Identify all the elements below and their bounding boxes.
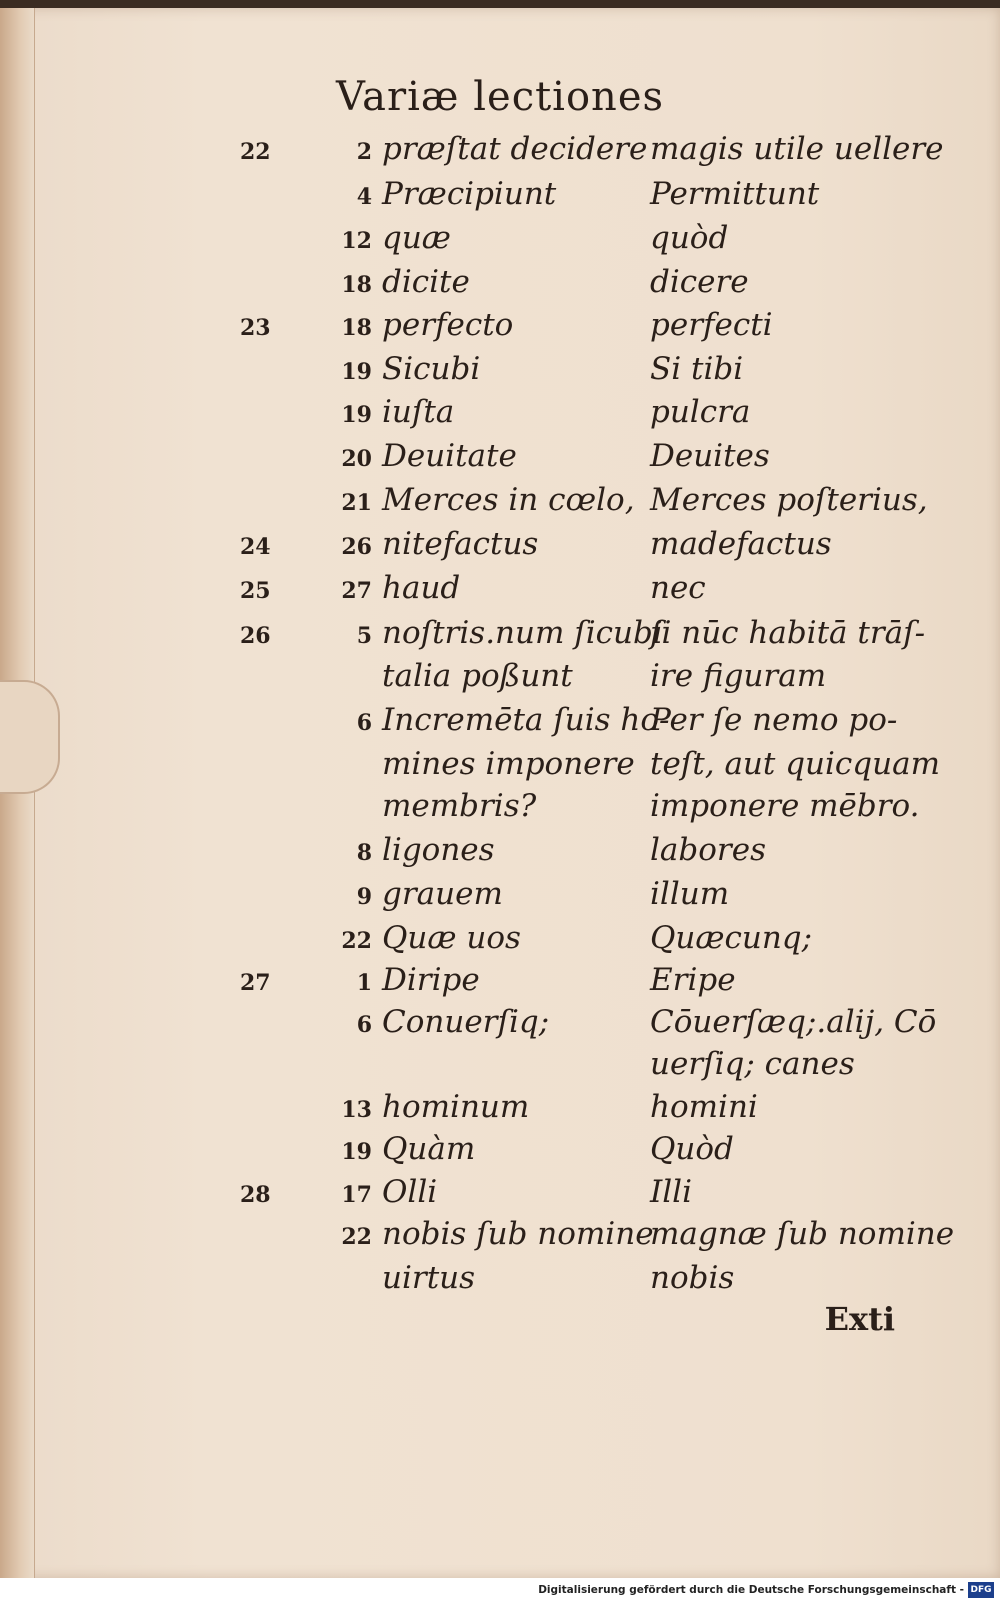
- reading-row: [0, 876, 1000, 920]
- original-reading: grauem: [382, 876, 503, 912]
- variant-reading: Cōuerſæq;.alij, Cō: [650, 1004, 937, 1040]
- variant-reading: Merces poſterius,: [650, 482, 928, 518]
- original-reading: talia poßunt: [382, 658, 573, 694]
- variant-reading: imponere mēbro.: [650, 788, 920, 824]
- page-heading: Variæ lectiones: [335, 74, 665, 120]
- original-reading: hominum: [382, 1089, 530, 1125]
- reading-row: [0, 746, 1000, 790]
- reading-row: [0, 526, 1000, 570]
- reading-row: [0, 394, 1000, 438]
- reading-row: [0, 615, 1000, 659]
- variant-reading: ire figuram: [650, 658, 827, 694]
- line-number: 27: [341, 578, 372, 604]
- variant-reading: perfecti: [650, 307, 773, 343]
- original-reading: haud: [382, 570, 461, 606]
- line-number: 17: [341, 1182, 372, 1208]
- reading-row: [0, 788, 1000, 832]
- line-number: 19: [341, 402, 372, 428]
- variant-reading: nec: [650, 570, 706, 606]
- original-reading: perfecto: [382, 307, 514, 343]
- variant-reading: quòd: [650, 220, 729, 256]
- reading-row: [0, 1004, 1000, 1048]
- original-reading: Deuitate: [382, 438, 517, 474]
- variant-reading: labores: [650, 832, 766, 868]
- funding-note: Digitalisierung gefördert durch die Deutsche Forschungsgemeinschaft -: [538, 1584, 964, 1596]
- original-reading: membris?: [382, 788, 537, 824]
- page-number: 23: [240, 315, 271, 341]
- variant-reading: Deuites: [650, 438, 770, 474]
- original-reading: dicite: [382, 264, 470, 300]
- reading-row: [0, 220, 1000, 264]
- line-number: 19: [341, 359, 372, 385]
- catchword: Exti: [824, 1300, 895, 1338]
- reading-row: [0, 131, 1000, 175]
- variant-reading: dicere: [650, 264, 749, 300]
- line-number: 21: [341, 490, 372, 516]
- variant-reading: homini: [650, 1089, 758, 1125]
- variant-reading: nobis: [650, 1260, 735, 1296]
- variant-reading: Quòd: [650, 1131, 734, 1167]
- variant-reading: Illi: [650, 1174, 692, 1210]
- reading-row: [0, 176, 1000, 220]
- reading-row: [0, 702, 1000, 746]
- reading-row: [0, 920, 1000, 964]
- variant-reading: Quæcunq;: [650, 920, 813, 956]
- page-number: 24: [240, 534, 271, 560]
- original-reading: Quàm: [382, 1131, 476, 1167]
- original-reading: nitefactus: [382, 526, 539, 562]
- original-reading: noſtris.num ſicubi: [382, 615, 663, 651]
- page-number: 27: [240, 970, 271, 996]
- original-reading: mines imponere: [382, 746, 635, 782]
- original-reading: Conuerſiq;: [382, 1004, 550, 1040]
- reading-row: [0, 1174, 1000, 1218]
- original-reading: ligones: [382, 832, 495, 868]
- variant-reading: Per ſe nemo po-: [650, 702, 898, 738]
- reading-row: [0, 1131, 1000, 1175]
- line-number: 6: [356, 710, 372, 736]
- original-reading: Præcipiunt: [382, 176, 557, 212]
- original-reading: præſtat decidere: [382, 131, 648, 167]
- variant-reading: Eripe: [650, 962, 736, 998]
- line-number: 6: [356, 1012, 372, 1038]
- variant-reading: ſi nūc habitā trāſ-: [650, 615, 926, 651]
- reading-row: [0, 1216, 1000, 1260]
- line-number: 2: [356, 139, 372, 165]
- dfg-logo: DFG: [968, 1582, 994, 1598]
- line-number: 22: [341, 1224, 372, 1250]
- reading-row: [0, 351, 1000, 395]
- reading-row: [0, 832, 1000, 876]
- original-reading: nobis ſub nomine: [382, 1216, 654, 1252]
- original-reading: Sicubi: [382, 351, 481, 387]
- reading-row: [0, 482, 1000, 526]
- variant-reading: uerſiq; canes: [650, 1046, 855, 1082]
- variant-reading: madefactus: [650, 526, 832, 562]
- page-number: 25: [240, 578, 271, 604]
- line-number: 1: [356, 970, 372, 996]
- reading-row: [0, 962, 1000, 1006]
- page-number: 26: [240, 623, 271, 649]
- original-reading: iuſta: [382, 394, 455, 430]
- variant-reading: illum: [650, 876, 730, 912]
- page-number: 22: [240, 139, 271, 165]
- page-number: 28: [240, 1182, 271, 1208]
- line-number: 9: [356, 884, 372, 910]
- original-reading: Olli: [382, 1174, 438, 1210]
- reading-row: [0, 1260, 1000, 1304]
- original-reading: Incremēta ſuis ho-: [382, 702, 670, 738]
- reading-row: [0, 658, 1000, 702]
- variant-reading: Permittunt: [650, 176, 820, 212]
- line-number: 8: [356, 840, 372, 866]
- line-number: 18: [341, 315, 372, 341]
- variant-reading: pulcra: [650, 394, 751, 430]
- reading-row: [0, 438, 1000, 482]
- reading-row: [0, 570, 1000, 614]
- original-reading: quæ: [382, 220, 451, 256]
- line-number: 20: [341, 446, 372, 472]
- line-number: 19: [341, 1139, 372, 1165]
- line-number: 13: [341, 1097, 372, 1123]
- reading-row: [0, 264, 1000, 308]
- line-number: 12: [341, 228, 372, 254]
- variant-reading: magnæ ſub nomine: [650, 1216, 955, 1252]
- reading-row: [0, 1089, 1000, 1133]
- variant-reading: magis utile uellere: [650, 131, 944, 167]
- original-reading: Quæ uos: [382, 920, 521, 956]
- line-number: 18: [341, 272, 372, 298]
- line-number: 5: [356, 623, 372, 649]
- variant-reading: teſt, aut quicquam: [650, 746, 940, 782]
- variant-reading: Si tibi: [650, 351, 744, 387]
- original-reading: Diripe: [382, 962, 480, 998]
- original-reading: Merces in cœlo,: [382, 482, 635, 518]
- reading-row: [0, 307, 1000, 351]
- line-number: 4: [356, 184, 372, 210]
- reading-row: [0, 1046, 1000, 1090]
- original-reading: uirtus: [382, 1260, 476, 1296]
- line-number: 26: [341, 534, 372, 560]
- line-number: 22: [341, 928, 372, 954]
